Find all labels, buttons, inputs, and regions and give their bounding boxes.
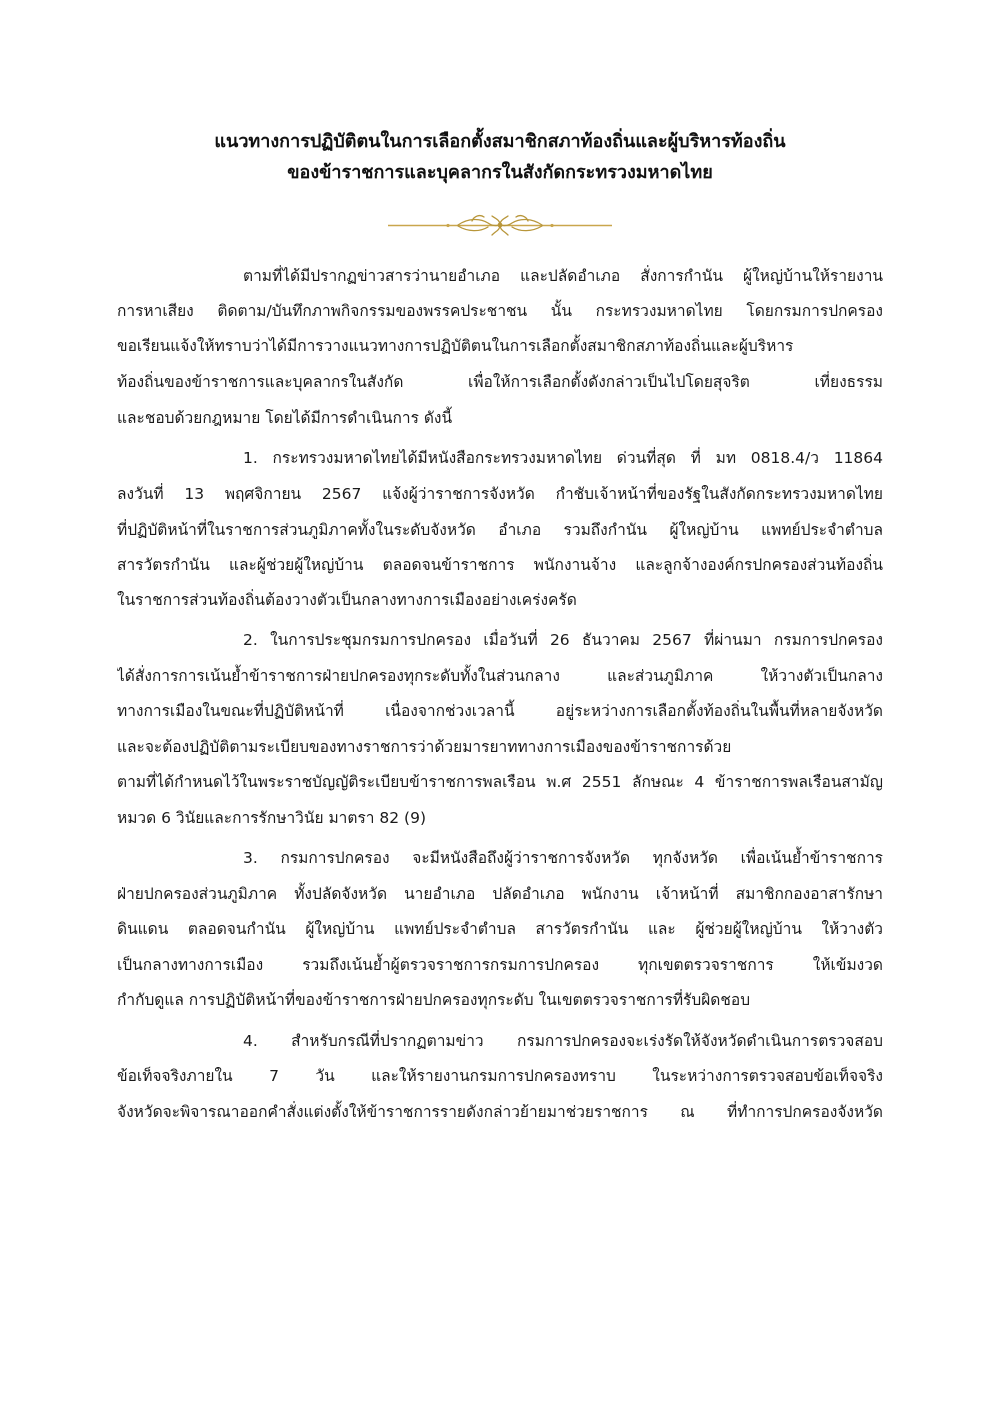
item-1-line-3: ที่ปฏิบัติหน้าที่ในราชการส่วนภูมิภาคทั้งในระดับจังหวัด อำเภอ รวมถึงกำนัน ผู้ใหญ่บ้าน แพทย์ประจำตำบล: [117, 521, 883, 539]
item-4-line-1: 4. สำหรับกรณีที่ปรากฏตามข่าว กรมการปกครองจะเร่งรัดให้จังหวัดดำเนินการตรวจสอบ: [243, 1032, 883, 1050]
item-3-line-3: ดินแดน ตลอดจนกำนัน ผู้ใหญ่บ้าน แพทย์ประจำตำบล สารวัตรกำนัน และ ผู้ช่วยผู้ใหญ่บ้าน ให้วางตัว: [117, 920, 883, 938]
item-2-line-1: 2. ในการประชุมกรมการปกครอง เมื่อวันที่ 26 ธันวาคม 2567 ที่ผ่านมา กรมการปกครอง: [243, 631, 883, 649]
item-1-line-1: 1. กระทรวงมหาดไทยได้มีหนังสือกระทรวงมหาดไทย ด่วนที่สุด ที่ มท 0818.4/ว 11864: [243, 449, 883, 467]
item-3-line-1: 3. กรมการปกครอง จะมีหนังสือถึงผู้ว่าราชการจังหวัด ทุกจังหวัด เพื่อเน้นย้ำข้าราชการ: [243, 849, 883, 867]
item-4-line-2: ข้อเท็จจริงภายใน 7 วัน และให้รายงานกรมการปกครองทราบ ในระหว่างการตรวจสอบข้อเท็จจริง: [117, 1067, 883, 1085]
intro-line-4: ท้องถิ่นของข้าราชการและบุคลากรในสังกัด เพื่อให้การเลือกตั้งดังกล่าวเป็นไปโดยสุจริต เที่ยงธรรม: [117, 373, 883, 391]
item-4-line-3: จังหวัดจะพิจารณาออกคำสั่งแต่งตั้งให้ข้าราชการรายดังกล่าวย้ายมาช่วยราชการ ณ ที่ทำการปกครองจังหวัด: [117, 1103, 883, 1121]
item-2-line-5: ตามที่ได้กำหนดไว้ในพระราชบัญญัติระเบียบข้าราชการพลเรือน พ.ศ 2551 ลักษณะ 4 ข้าราชการพลเรือนสามัญ: [117, 773, 883, 791]
intro-line-2: การหาเสียง ติดตาม/บันทึกภาพกิจกรรมของพรรคประชาชน นั้น กระทรวงมหาดไทย โดยกรมการปกครอง: [117, 302, 883, 320]
item-2-line-3: ทางการเมืองในขณะที่ปฏิบัติหน้าที่ เนื่องจากช่วงเวลานี้ อยู่ระหว่างการเลือกตั้งท้องถิ่นในพื้นที่หลายจังหวัด: [117, 702, 883, 720]
item-3-line-2: ฝ่ายปกครองส่วนภูมิภาค ทั้งปลัดจังหวัด นายอำเภอ ปลัดอำเภอ พนักงาน เจ้าหน้าที่ สมาชิกกองอาสารักษา: [117, 885, 883, 903]
intro-line-5: และชอบด้วยกฎหมาย โดยได้มีการดำเนินการ ดังนี้: [117, 409, 453, 427]
gold-divider-ornament-icon: [388, 210, 612, 240]
item-2-line-2: ได้สั่งการการเน้นย้ำข้าราชการฝ่ายปกครองทุกระดับทั้งในส่วนกลาง และส่วนภูมิภาค ให้วางตัวเป็นกลาง: [117, 667, 883, 685]
item-1-line-4: สารวัตรกำนัน และผู้ช่วยผู้ใหญ่บ้าน ตลอดจนข้าราชการ พนักงานจ้าง และลูกจ้างองค์กรปกครองส่วนท้องถิ่น: [117, 556, 883, 574]
item-3-line-4: เป็นกลางทางการเมือง รวมถึงเน้นย้ำผู้ตรวจราชการกรมการปกครอง ทุกเขตตรวจราชการ ให้เข้มงวด: [117, 956, 883, 974]
document-title-line-1: แนวทางการปฏิบัติตนในการเลือกตั้งสมาชิกสภาท้องถิ่นและผู้บริหารท้องถิ่น: [214, 131, 786, 152]
item-3-line-5: กำกับดูแล การปฏิบัติหน้าที่ของข้าราชการฝ่ายปกครองทุกระดับ ในเขตตรวจราชการที่รับผิดชอบ: [117, 991, 751, 1009]
document-title-line-2: ของข้าราชการและบุคลากรในสังกัดกระทรวงมหาดไทย: [287, 162, 713, 183]
intro-line-3: ขอเรียนแจ้งให้ทราบว่าได้มีการวางแนวทางการปฏิบัติตนในการเลือกตั้งสมาชิกสภาท้องถิ่นและผู้บริหาร: [117, 337, 794, 355]
item-2-line-6: หมวด 6 วินัยและการรักษาวินัย มาตรา 82 (9): [117, 809, 427, 827]
item-2-line-4: และจะต้องปฏิบัติตามระเบียบของทางราชการว่าด้วยมารยาททางการเมืองของข้าราชการด้วย: [117, 738, 732, 756]
intro-line-1: ตามที่ได้มีปรากฏข่าวสารว่านายอำเภอ และปลัดอำเภอ สั่งการกำนัน ผู้ใหญ่บ้านให้รายงาน: [243, 267, 883, 285]
item-1-line-5: ในราชการส่วนท้องถิ่นต้องวางตัวเป็นกลางทางการเมืองอย่างเคร่งครัด: [117, 591, 577, 609]
item-1-line-2: ลงวันที่ 13 พฤศจิกายน 2567 แจ้งผู้ว่าราชการจังหวัด กำชับเจ้าหน้าที่ของรัฐในสังกัดกระทรวงมหาดไทย: [117, 485, 883, 503]
